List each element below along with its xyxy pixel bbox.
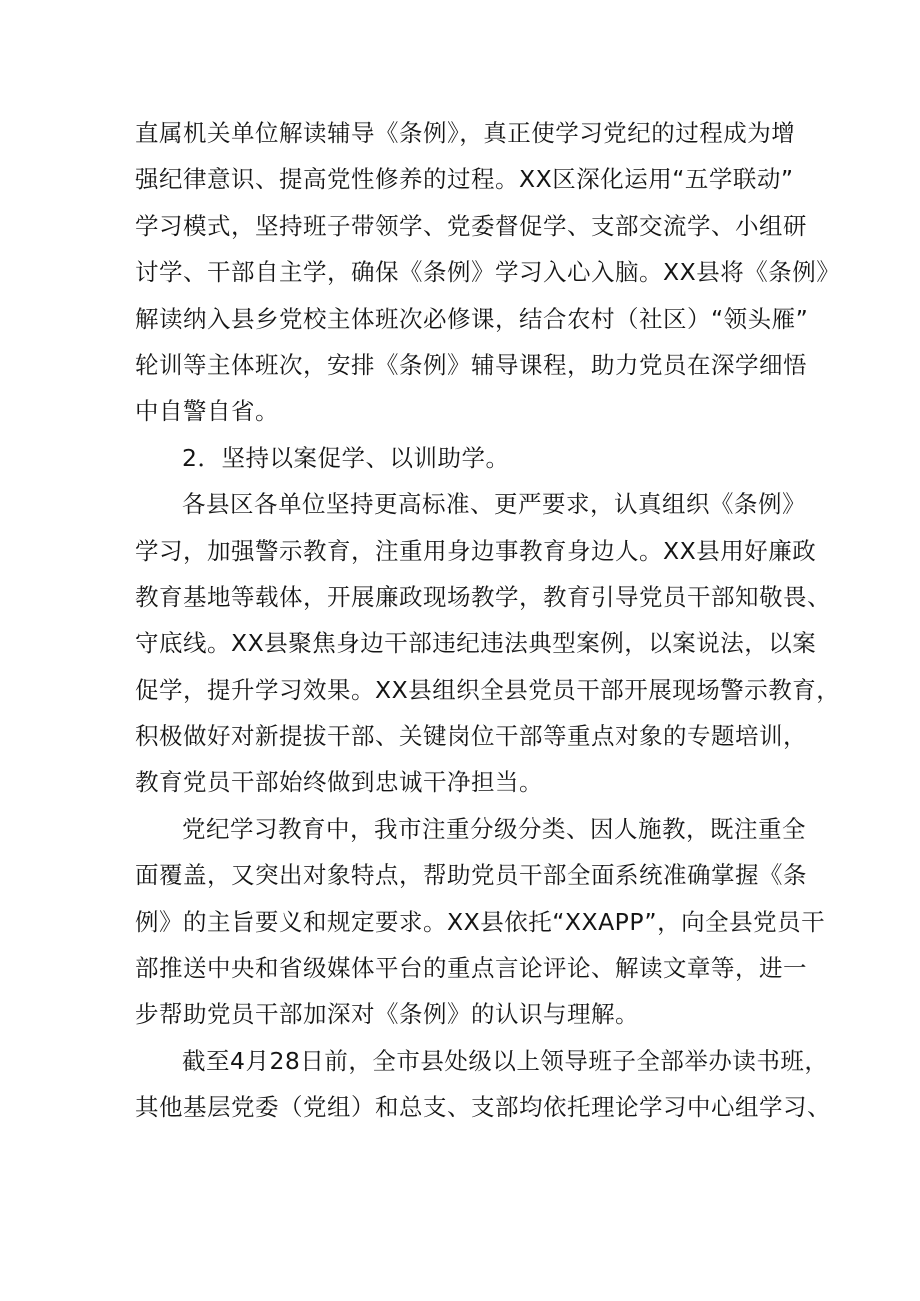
text-line: 面覆盖，又突出对象特点，帮助党员干部全面系统准确掌握《条 xyxy=(135,861,807,890)
text-line: 强纪律意识、提高党性修养的过程。XX区深化运用“五学联动” xyxy=(135,165,794,194)
text-line: 其他基层党委（党组）和总支、支部均依托理论学习中心组学习、 xyxy=(135,1093,831,1122)
text-line: 步帮助党员干部加深对《条例》的认识与理解。 xyxy=(135,1000,639,1029)
text-line: 教育党员干部始终做到忠诚干净担当。 xyxy=(135,768,543,797)
text-line: 轮训等主体班次，安排《条例》辅导课程，助力党员在深学细悟 xyxy=(135,350,807,379)
text-line: 例》的主旨要义和规定要求。XX县依托“XXAPP”，向全县党员干 xyxy=(135,907,826,936)
section-heading: 2．坚持以案促学、以训助学。 xyxy=(182,443,510,472)
text-line: 促学，提升学习效果。XX县组织全县党员干部开展现场警示教育， xyxy=(135,675,841,704)
text-line: 学习，加强警示教育，注重用身边事教育身边人。XX县用好廉政 xyxy=(135,536,817,565)
text-line: 直属机关单位解读辅导《条例》，真正使学习党纪的过程成为增 xyxy=(135,119,796,147)
paragraph-start-line: 党纪学习教育中，我市注重分级分类、因人施教，既注重全 xyxy=(182,814,806,843)
text-line: 教育基地等载体，开展廉政现场教学，教育引导党员干部知敬畏、 xyxy=(135,582,831,611)
text-line: 解读纳入县乡党校主体班次必修课，结合农村（社区）“领头雁” xyxy=(135,304,809,333)
text-line: 讨学、干部自主学，确保《条例》学习入心入脑。XX县将《条例》 xyxy=(135,258,841,287)
text-line: 学习模式，坚持班子带领学、党委督促学、支部交流学、小组研 xyxy=(135,211,807,240)
document-body xyxy=(135,110,841,1131)
text-line: 守底线。XX县聚焦身边干部违纪违法典型案例，以案说法，以案 xyxy=(135,629,817,658)
text-line: 积极做好对新提拔干部、关键岗位干部等重点对象的专题培训， xyxy=(135,722,807,751)
text-line: 中自警自省。 xyxy=(135,397,279,426)
paragraph-start-line: 各县区各单位坚持更高标准、更严要求，认真组织《条例》 xyxy=(182,490,806,519)
text-line: 部推送中央和省级媒体平台的重点言论评论、解读文章等，进一 xyxy=(135,954,807,983)
paragraph-start-line: 截至4月28日前，全市县处级以上领导班子全部举办读书班， xyxy=(182,1046,829,1075)
